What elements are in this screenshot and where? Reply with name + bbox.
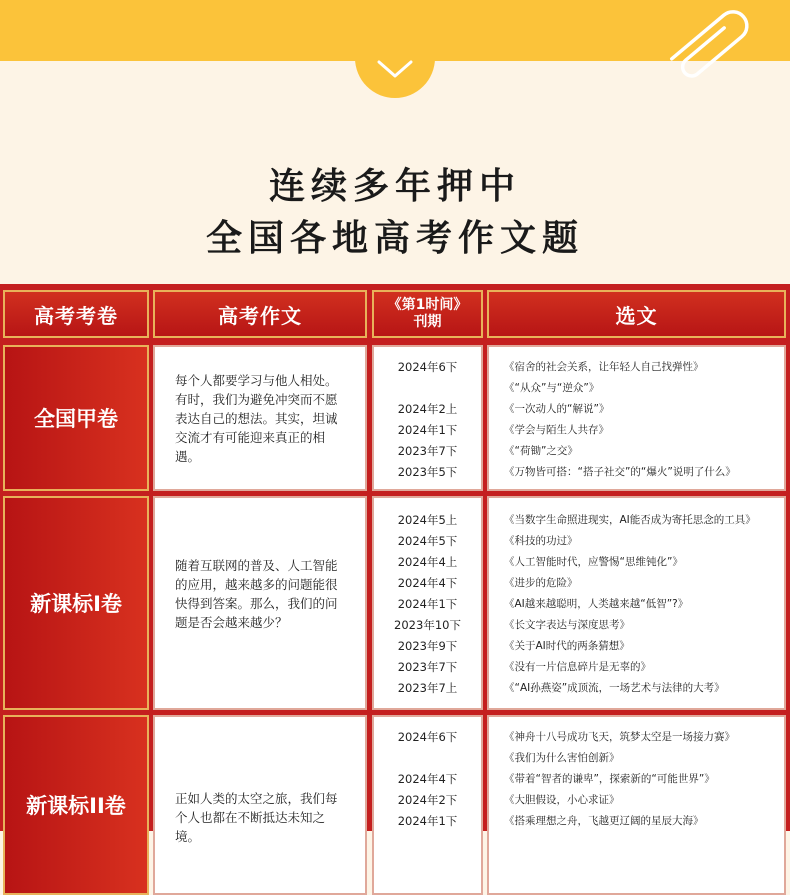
headline-line-1: 连续多年押中 bbox=[268, 166, 521, 207]
prompt-line: 有时，我们为避免冲突而不愿 bbox=[175, 392, 338, 407]
prompt-line: 的应用，越来越多的问题能很 bbox=[175, 577, 338, 592]
header-issue-line2: 刊期 bbox=[413, 314, 442, 330]
issue-date: 2024年1下 bbox=[397, 814, 458, 828]
row-label-quanguo-jia: 全国甲卷 bbox=[3, 345, 149, 491]
row-label-xinkebiao-2: 新课标II卷 bbox=[3, 715, 149, 895]
essay-prompt bbox=[175, 556, 351, 632]
exam-essay-table bbox=[0, 284, 790, 844]
prompt-line: 个人也都在不断抵达未知之 bbox=[175, 810, 326, 825]
article-cell bbox=[487, 345, 786, 491]
header-issue-line1: 《第1时间》 bbox=[387, 297, 468, 313]
issue-date: 2024年5上 bbox=[397, 513, 458, 527]
issue-date: 2023年7下 bbox=[397, 660, 458, 674]
article-title: 《没有一片信息碎片是无辜的》 bbox=[504, 661, 651, 673]
chevron-down-icon bbox=[375, 58, 415, 80]
article-title: 《科技的功过》 bbox=[504, 535, 578, 547]
header-articles: 选文 bbox=[487, 290, 786, 338]
prompt-line: 境。 bbox=[175, 829, 201, 844]
article-title: 《万物皆可搭：“搭子社交”的“爆火”说明了什么》 bbox=[504, 466, 736, 478]
article-title: 《一次动人的“解说”》 bbox=[504, 403, 610, 415]
row-label-xinkebiao-1: 新课标I卷 bbox=[3, 496, 149, 710]
prompt-line: 随着互联网的普及、人工智能 bbox=[175, 558, 338, 573]
article-cell bbox=[487, 715, 786, 895]
issue-date: 2023年7下 bbox=[397, 444, 458, 458]
issue-date: 2023年10下 bbox=[394, 618, 461, 632]
essay-prompt bbox=[175, 789, 351, 846]
issue-date: 2024年6下 bbox=[397, 360, 458, 374]
issue-date: 2024年1下 bbox=[397, 597, 458, 611]
header-issue bbox=[372, 290, 483, 338]
issue-date-cell bbox=[372, 496, 483, 710]
issue-date: 2024年2上 bbox=[397, 402, 458, 416]
article-title: 《AI越来越聪明，人类越来越“低智”?》 bbox=[504, 598, 689, 610]
prompt-line: 表达自己的想法。其实，坦诚 bbox=[175, 411, 338, 426]
prompt-line: 题是否会越来越少？ bbox=[175, 615, 288, 630]
essay-prompt-cell bbox=[153, 715, 367, 895]
article-title: 《我们为什么害怕创新》 bbox=[504, 752, 620, 764]
prompt-line: 遇。 bbox=[175, 449, 201, 464]
prompt-line: 快得到答案。那么，我们的问 bbox=[175, 596, 338, 611]
article-title: 《“从众”与“逆众”》 bbox=[504, 382, 600, 394]
article-title: 《“荷锄”之交》 bbox=[504, 445, 578, 457]
article-title: 《大胆假设，小心求证》 bbox=[504, 794, 620, 806]
essay-prompt bbox=[175, 371, 351, 466]
chevron-badge bbox=[355, 40, 435, 98]
article-title: 《带着“智者的谦卑”，探索新的“可能世界”》 bbox=[504, 773, 715, 785]
issue-date: 2024年5下 bbox=[397, 534, 458, 548]
issue-date: 2024年2下 bbox=[397, 793, 458, 807]
prompt-line: 每个人都要学习与他人相处。 bbox=[175, 373, 338, 388]
issue-date: 2023年7上 bbox=[397, 681, 458, 695]
issue-date: 2023年9下 bbox=[397, 639, 458, 653]
issue-date: 2024年1下 bbox=[397, 423, 458, 437]
article-cell bbox=[487, 496, 786, 710]
issue-date-cell bbox=[372, 345, 483, 491]
article-title: 《人工智能时代，应警惕“思维钝化”》 bbox=[504, 556, 683, 568]
headline-line-2: 全国各地高考作文题 bbox=[205, 218, 584, 259]
issue-date: 2024年4上 bbox=[397, 555, 458, 569]
article-title: 《“AI孙燕姿”成顶流，一场艺术与法律的大考》 bbox=[504, 682, 725, 694]
article-title: 《当数字生命照进现实，AI能否成为寄托思念的工具》 bbox=[504, 514, 756, 526]
article-title: 《长文字表达与深度思考》 bbox=[504, 619, 630, 631]
issue-date: 2024年4下 bbox=[397, 576, 458, 590]
article-title: 《搭乘理想之舟，飞越更辽阔的星辰大海》 bbox=[504, 815, 704, 827]
article-title: 《关于AI时代的两条猜想》 bbox=[504, 640, 630, 652]
issue-date: 2024年6下 bbox=[397, 730, 458, 744]
prompt-line: 交流才有可能迎来真正的相 bbox=[175, 430, 326, 445]
issue-date-cell bbox=[372, 715, 483, 895]
paperclip-icon bbox=[650, 0, 750, 88]
issue-date: 2023年5下 bbox=[397, 465, 458, 479]
article-title: 《宿舍的社会关系，让年轻人自己找弹性》 bbox=[504, 361, 704, 373]
header-essay: 高考作文 bbox=[153, 290, 367, 338]
article-title: 《进步的危险》 bbox=[504, 577, 578, 589]
header-exam: 高考考卷 bbox=[3, 290, 149, 338]
article-title: 《学会与陌生人共存》 bbox=[504, 424, 609, 436]
essay-prompt-cell bbox=[153, 496, 367, 710]
prompt-line: 正如人类的太空之旅，我们每 bbox=[175, 791, 338, 806]
article-title: 《神舟十八号成功飞天，筑梦太空是一场接力赛》 bbox=[504, 731, 735, 743]
issue-date: 2024年4下 bbox=[397, 772, 458, 786]
essay-prompt-cell bbox=[153, 345, 367, 491]
